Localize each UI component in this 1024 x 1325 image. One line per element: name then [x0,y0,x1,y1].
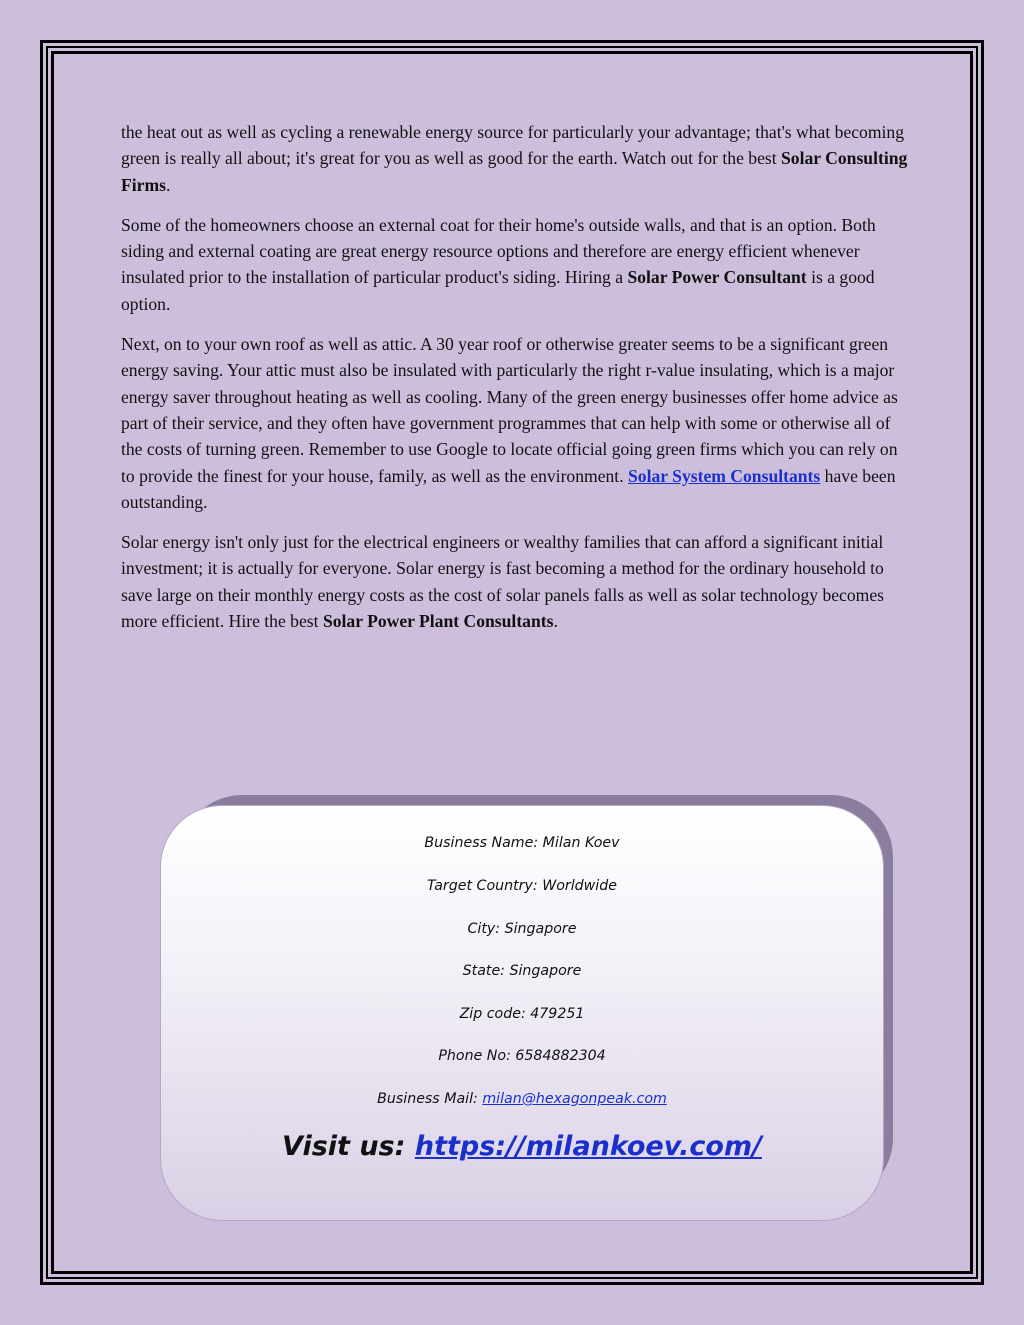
business-name: Business Name: Milan Koev [424,835,620,851]
article-body [121,119,911,648]
state: State: Singapore [462,963,582,979]
paragraph-3: Next, on to your own roof as well as attic. A 30 year roof or otherwise greater seems to be a significant green energy saving. Your attic must also be insulated with particularly the right r-value insulating, which is a major energy saver throughout heating as well as cooling. Many of the green energy businesses offer home advice as part of their service, and they often have government programmes that can help with some or otherwise all of the costs of turning green. Remember to use Google to locate official going green firms which you can rely on to provide the finest for your house, family, as well as the environment. Solar System Consultants have been outstanding. [121,334,898,512]
keyword-solar-consulting-firms: Solar Consulting Firms [121,148,908,195]
keyword-solar-power-plant-consultants: Solar Power Plant Consultants [322,611,554,632]
city: City: Singapore [467,921,577,937]
visit-us-label: Visit us: [282,1131,415,1162]
paragraph-1: the heat out as well as cycling a renewable energy source for particularly your advantage; that's what becoming green is really all about; it's great for you as well as good for the earth. Watch out for the best Solar Consulting Firms. [121,122,908,195]
business-mail-link[interactable]: milan@hexagonpeak.com [482,1091,667,1107]
keyword-solar-power-consultant: Solar Power Consultant [627,267,807,288]
business-mail [161,1091,883,1107]
paragraph-4: Solar energy isn't only just for the electrical engineers or wealthy families that can afford a significant initial investment; it is actually for everyone. Solar energy is fast becoming a method for the ordinary household to save large on their monthly energy costs as the cost of solar panels falls as well as solar technology becomes more efficient. Hire the best Solar Power Plant Consultants. [121,532,885,632]
contact-card [160,805,884,1221]
link-solar-system-consultants[interactable]: Solar System Consultants [628,465,821,486]
paragraph-2: Some of the homeowners choose an external coat for their home's outside walls, and that is an option. Both siding and external coating are great energy resource options and therefore are energy efficient whenever insulated prior to the installation of particular product's siding. Hiring a Solar Power Consultant is a good option. [121,214,876,314]
zip-code: Zip code: 479251 [459,1006,585,1022]
target-country: Target Country: Worldwide [427,878,617,894]
phone-number: Phone No: 6584882304 [438,1048,606,1064]
website-link[interactable]: https://milankoev.com/ [414,1131,762,1162]
visit-us [161,1131,883,1162]
business-mail-label: Business Mail: [377,1091,483,1107]
